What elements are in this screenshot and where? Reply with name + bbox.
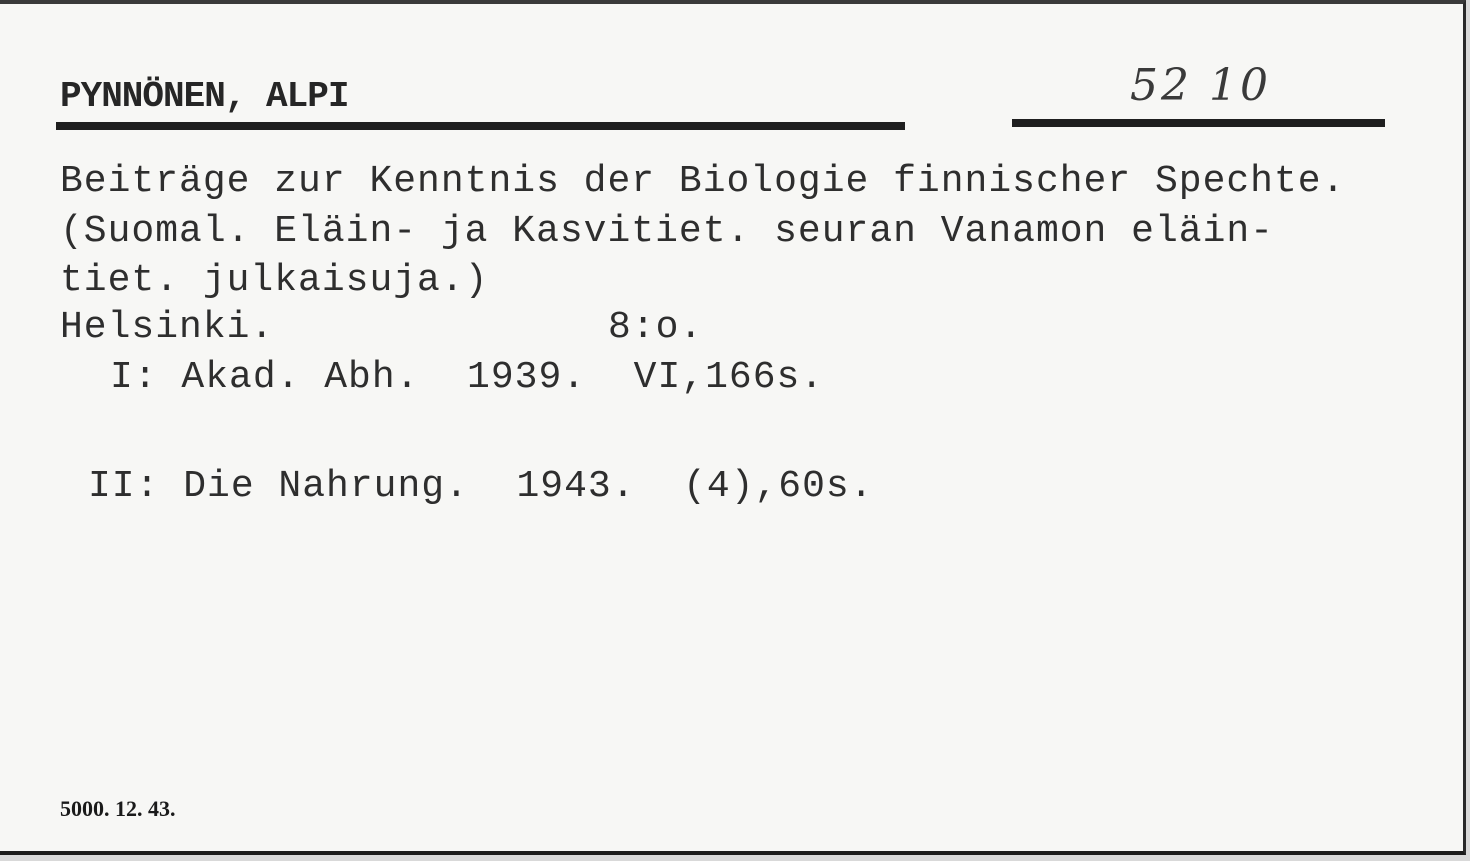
author-underline [56, 122, 905, 130]
publication-place: Helsinki. [60, 306, 275, 349]
print-run-mark: 5000. 12. 43. [60, 796, 176, 821]
title-line-1: Beiträge zur Kenntnis der Biologie finnischer Spechte. [60, 160, 1346, 203]
shelfmark-handwritten: 52 10 [1130, 60, 1271, 111]
title-line-2: (Suomal. Eläin- ja Kasvitiet. seuran Vanamon eläin- [60, 210, 1274, 253]
author-heading: PYNNÖNEN, ALPI [60, 76, 349, 117]
title-line-3: tiet. julkaisuja.) [60, 259, 489, 302]
volume-entry-2: II: Die Nahrung. 1943. (4),60s. [88, 465, 874, 508]
book-format: 8:o. [608, 306, 704, 349]
shelfmark-underline [1012, 119, 1385, 127]
volume-entry-1: I: Akad. Abh. 1939. VI,166s. [110, 356, 825, 399]
